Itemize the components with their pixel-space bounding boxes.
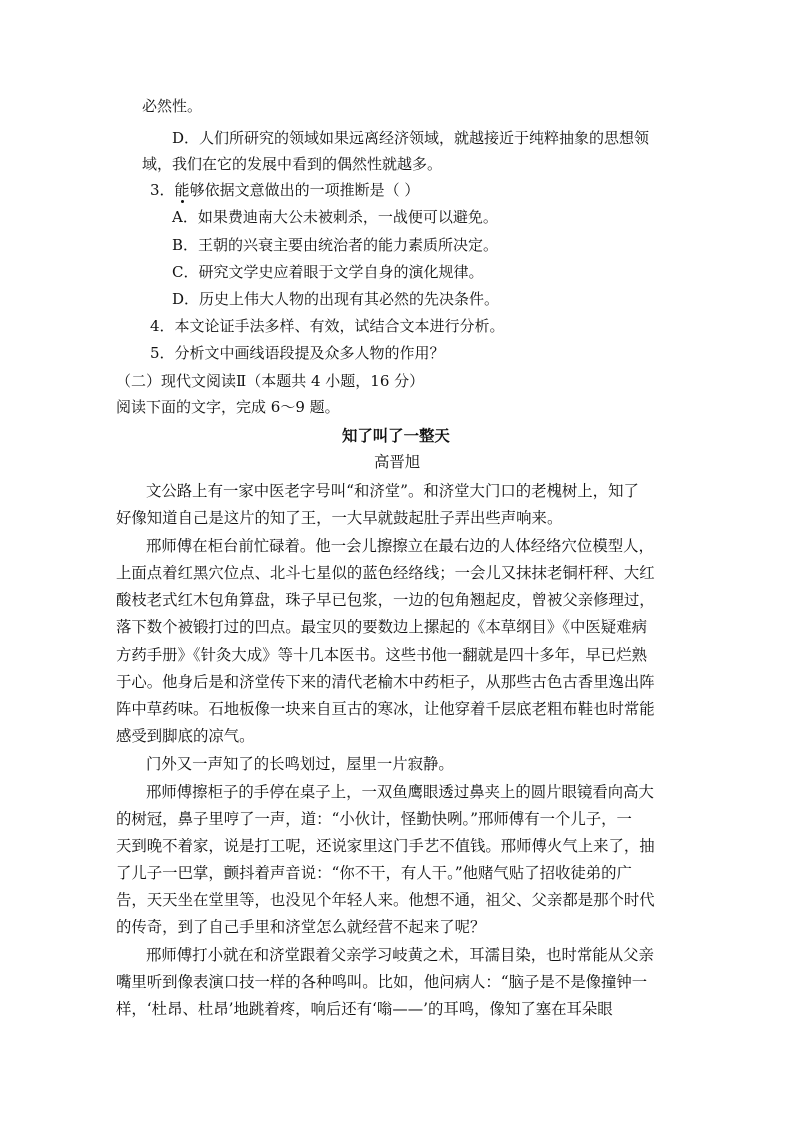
text-line-1: 必然性。: [142, 97, 203, 115]
question-3: [150, 180, 419, 200]
story-line: 的树冠，鼻子里哼了一声，道：“小伙计，怪勤快咧。”邢师傅有一个儿子，一: [116, 810, 632, 828]
question-4: 4．本文论证手法多样、有效，试结合文本进行分析。: [150, 317, 505, 335]
question-3-stem: 够依据文意做出的一项推断是（ ）: [189, 181, 420, 199]
question-3-number: 3．: [150, 181, 175, 199]
story-line: 酸枝老式红木包角算盘，珠子早已包浆，一边的包角翘起皮，曾被父亲修理过，: [116, 591, 655, 609]
story-title: 知了叫了一整天: [342, 427, 450, 445]
story-line: 门外又一声知了的长鸣划过，屋里一片寂静。: [146, 755, 454, 773]
story-line: 感受到脚底的凉气。: [116, 727, 255, 745]
story-line: 落下数个被锻打过的凹点。最宝贝的要数边上摞起的《本草纲目》《中医疑难病: [116, 618, 647, 636]
story-line: 样，‘杜昂、杜昂’地跳着疼，响后还有‘嗡——’的耳鸣，像知了塞在耳朵眼: [116, 1000, 613, 1018]
story-line: 于心。他身后是和济堂传下来的清代老榆木中药柜子，从那些古色古香里逸出阵: [116, 673, 655, 691]
story-line: 阵中草药味。石地板像一块来自亘古的寒冰，让他穿着千层底老粗布鞋也时常能: [116, 700, 655, 718]
question-3-option-d: D．历史上伟大人物的出现有其必然的先决条件。: [172, 290, 500, 308]
question-3-option-a: A．如果费迪南大公未被刺杀，一战便可以避免。: [172, 208, 498, 226]
question-3-option-b: B．王朝的兴衰主要由统治者的能力素质所决定。: [172, 236, 499, 254]
story-line: 了儿子一巴掌，颤抖着声音说：“你不干，有人干。”他赌气贴了招收徒弟的广: [116, 864, 632, 882]
story-line: 邢师傅打小就在和济堂跟着父亲学习岐黄之术，耳濡目染，也时常能从父亲: [146, 946, 654, 964]
option-d-line-1: D．人们所研究的领域如果远离经济领域，就越接近于纯粹抽象的思想领: [172, 129, 650, 147]
story-line: 的传奇，到了自己手里和济堂怎么就经营不起来了呢？: [116, 918, 486, 936]
story-line: 上面点着红黑穴位点、北斗七星似的蓝色经络线；一会儿又抹抹老铜杆秤、大红: [116, 564, 655, 582]
story-line: 好像知道自己是这片的知了王，一大早就鼓起肚子弄出些声响来。: [116, 509, 563, 527]
question-3-option-c: C．研究文学史应着眼于文学自身的演化规律。: [172, 263, 484, 281]
reading-instruction: 阅读下面的文字，完成 6～9 题。: [116, 398, 340, 416]
story-line: 方药手册》《针灸大成》等十几本医书。这些书他一翻就是四十多年，早已烂熟: [116, 646, 647, 664]
emphasis-char: 能: [174, 181, 190, 199]
question-5: 5．分析文中画线语段提及众多人物的作用？: [150, 344, 445, 362]
story-line: 嘴里听到像表演口技一样的各种鸣叫。比如，他问病人：“脑子是不是像撞钟一: [116, 973, 648, 991]
story-line: 告，天天坐在堂里等，也没见个年轻人来。他想不通，祖父、父亲都是那个时代: [116, 891, 655, 909]
section-heading: （二）现代文阅读Ⅱ（本题共 4 小题，16 分）: [116, 372, 425, 390]
story-line: 文公路上有一家中医老字号叫“和济堂”。和济堂大门口的老槐树上，知了: [146, 482, 639, 500]
story-line: 邢师傅在柜台前忙碌着。他一会儿擦擦立在最右边的人体经络穴位模型人，: [146, 537, 654, 555]
story-author: 高晋旭: [374, 453, 421, 471]
story-line: 邢师傅擦柜子的手停在桌子上，一双鱼鹰眼透过鼻夹上的圆片眼镜看向高大: [146, 783, 654, 801]
option-d-line-2: 域，我们在它的发展中看到的偶然性就越多。: [142, 155, 443, 173]
story-line: 天到晚不着家，说是打工呢，还说家里这门手艺不值钱。邢师傅火气上来了，抽: [116, 837, 655, 855]
